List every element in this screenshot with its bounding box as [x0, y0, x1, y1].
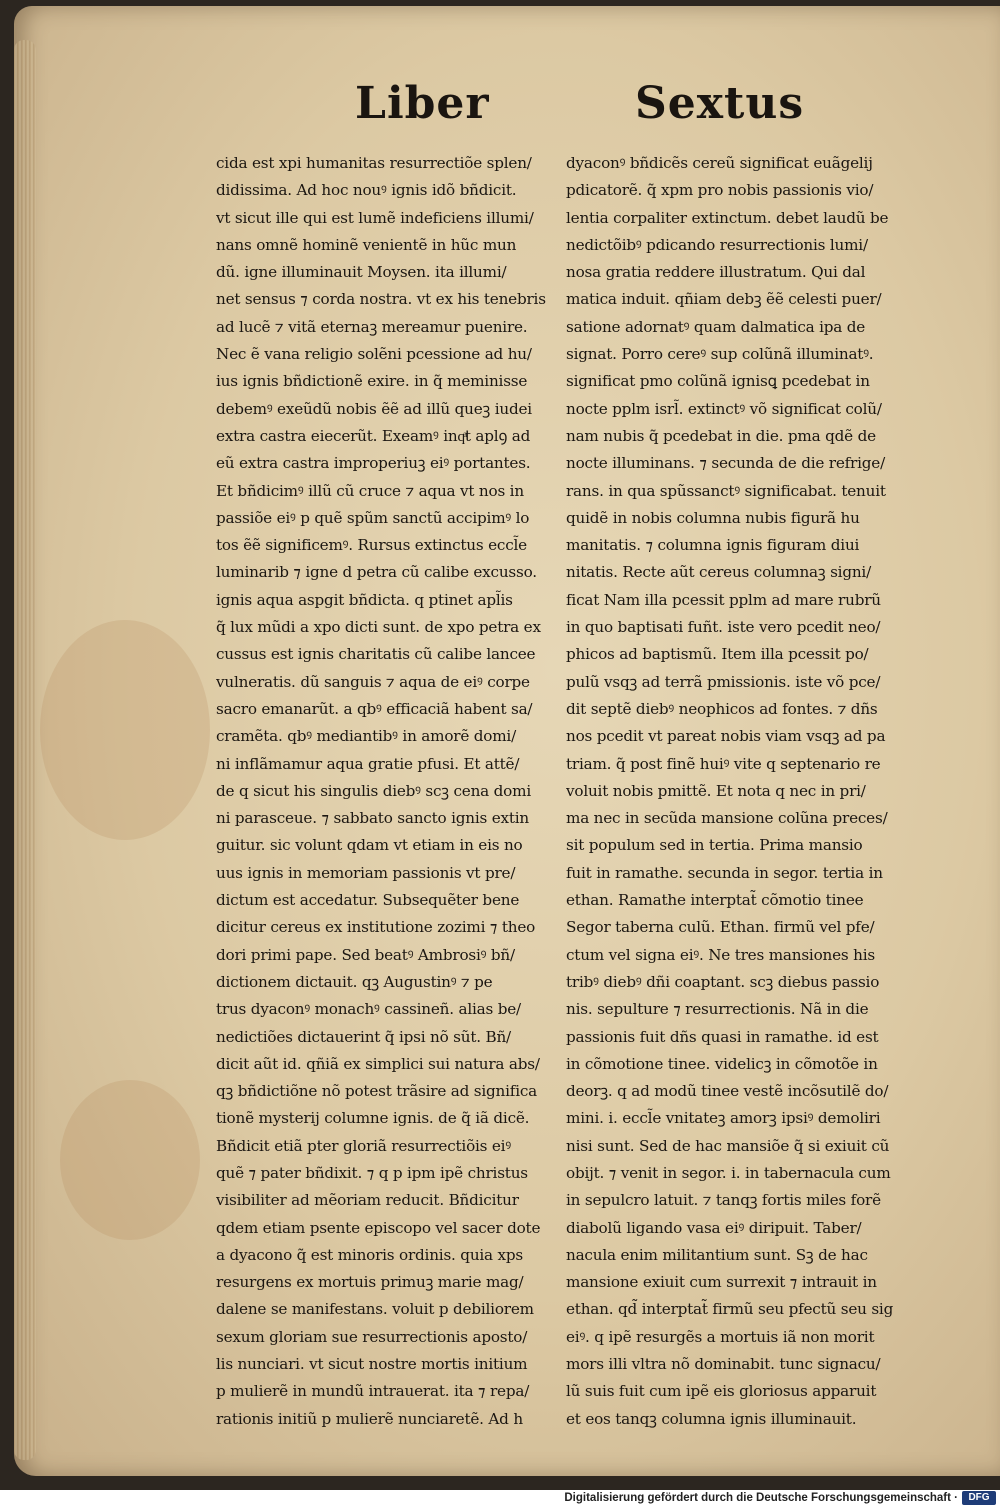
text-line: significat pmo colũnã ignisꝗ pcedebat in [566, 372, 870, 391]
text-line: lis nunciari. vt sicut nostre mortis initium [216, 1355, 528, 1374]
text-line: cussus est ignis charitatis cũ calibe lancee [216, 645, 536, 664]
text-line: ctum vel signa eiꝰ. Ne tres mansiones his [566, 945, 875, 964]
text-line: deorꝫ. q ad modũ tinee vestẽ incõsutilẽ do/ [566, 1082, 889, 1101]
text-line: dictionem dictauit. qꝫ Augustinꝰ ⁊ pe [216, 972, 493, 991]
text-line: nedictõibꝰ pdicando resurrectionis lumi/ [566, 235, 868, 254]
text-line: nisi sunt. Sed de hac mansiõe q̃ si exiuit cũ [566, 1136, 890, 1155]
text-line: Et bñdicimꝰ illũ cũ cruce ⁊ aqua vt nos in [216, 481, 524, 500]
text-line: dyaconꝰ bñdicẽs cereũ significat euãgelij [566, 154, 873, 172]
text-line: nedictiões dictauerint q̃ ipsi nõ sũt. Bñ/ [216, 1027, 511, 1046]
text-line: resurgens ex mortuis primuꝫ marie mag/ [216, 1273, 524, 1292]
text-line: ethan. Ramathe interptat̃ cõmotio tinee [566, 891, 864, 910]
text-line: qꝫ bñdictiõne nõ potest trãsire ad significa [216, 1082, 538, 1101]
text-line: dũ. igne illuminauit Moysen. ita illumi/ [216, 263, 507, 282]
text-line: p mulierẽ in mundũ intrauerat. ita ⁊ repa/ [216, 1382, 530, 1401]
text-line: a dyacono q̃ est minoris ordinis. quia xps [216, 1245, 524, 1264]
text-line: tionẽ mysterij columne ignis. de q̃ iã dicẽ. [216, 1109, 530, 1128]
text-line: qdem etiam psente episcopo vel sacer dote [216, 1218, 541, 1237]
text-line: ma nec in secũda mansione colũna preces/ [566, 809, 888, 828]
text-line: tribꝰ diebꝰ dñi coaptant. scꝫ diebus passio [566, 972, 880, 991]
text-line: fuit in ramathe. secunda in segor. tertia in [566, 863, 883, 882]
text-line: mors illi vltra nõ dominabit. tunc signacu/ [566, 1355, 881, 1374]
text-line: voluit nobis pmittẽ. Et nota q nec in pri/ [566, 781, 866, 800]
text-line: dit septẽ diebꝰ neophicos ad fontes. ⁊ dñs [566, 699, 878, 718]
text-line: lũ suis fuit cum ipẽ eis gloriosus apparuit [566, 1382, 877, 1401]
text-line: ficat Nam illa pcessit pplm ad mare rubrũ [566, 590, 881, 609]
text-line: dori primi pape. Sed beatꝰ Ambrosiꝰ bñ/ [216, 945, 515, 964]
text-line: ignis aqua aspgit bñdicta. q ptinet apl̃is [216, 590, 513, 609]
dfg-logo: DFG [962, 1491, 996, 1505]
text-line: eiꝰ. q ipẽ resurgẽs a mortuis iã non morit [566, 1327, 875, 1346]
text-line: guitur. sic volunt qdam vt etiam in eis no [216, 836, 523, 855]
text-line: ethan. qd̃ interptat̃ firmũ seu pfectũ seu sig [566, 1300, 894, 1319]
footer-bar [0, 1490, 1000, 1506]
text-line: nans omnẽ hominẽ venientẽ in hũc mun [216, 235, 517, 254]
paper-stain [40, 620, 210, 840]
running-head-right: Sextus [635, 78, 805, 129]
text-line: Bñdicit etiã pter gloriã resurrectiõis eiꝰ [216, 1136, 511, 1155]
text-line: cramẽta. qbꝰ mediantibꝰ in amorẽ domi/ [216, 727, 516, 746]
text-line: et eos tanqꝫ columna ignis illuminauit. [566, 1409, 857, 1428]
text-line: vt sicut ille qui est lumẽ indeficiens illumi/ [216, 208, 534, 227]
text-line: phicos ad baptismũ. Item illa pcessit po/ [566, 645, 869, 664]
text-line: eũ extra castra improperiuꝫ eiꝰ portantes. [216, 454, 531, 473]
text-line: triam. q̃ post finẽ huiꝰ vite q septenario re [566, 754, 881, 773]
text-line: quẽ ⁊ pater bñdixit. ⁊ q p ipm ipẽ christus [216, 1163, 528, 1182]
text-line: debemꝰ exeũdũ nobis ẽẽ ad illũ queꝫ iudei [216, 399, 532, 418]
text-line: dictum est accedatur. Subsequẽter bene [216, 891, 520, 910]
text-line: in quo baptisati fuñt. iste vero pcedit neo/ [566, 618, 881, 637]
text-line: lentia corpaliter extinctum. debet laudũ be [566, 208, 889, 227]
text-line: matica induit. qñiam debꝫ ẽẽ celesti puer/ [566, 290, 882, 309]
text-line: extra castra eiecerũt. Exeamꝰ inqͣt aplꝯ ad [216, 426, 531, 445]
text-line: tos ẽẽ significemꝰ. Rursus extinctus eccl̃e [216, 536, 527, 555]
text-line: nitatis. Recte aũt cereus columnaꝫ signi/ [566, 563, 872, 582]
text-line: quidẽ in nobis columna nubis figurã hu [566, 508, 860, 527]
text-line: signat. Porro cereꝰ sup colũnã illuminatꝰ. [566, 345, 874, 364]
text-line: sit populum sed in tertia. Prima mansio [566, 836, 863, 855]
text-line: q̃ lux mũdi a xpo dicti sunt. de xpo petra ex [216, 618, 541, 637]
text-line: passionis fuit dñs quasi in ramathe. id est [566, 1027, 879, 1046]
text-line: ius ignis bñdictionẽ exire. in q̃ meminisse [216, 372, 528, 391]
text-line: didissima. Ad hoc nouꝰ ignis idõ bñdicit. [216, 181, 517, 200]
text-line: nocte illuminans. ⁊ secunda de die refrige/ [566, 454, 886, 473]
text-line: passiõe eiꝰ p quẽ spũm sanctũ accipimꝰ lo [216, 508, 530, 527]
text-line: satione adornatꝰ quam dalmatica ipa de [566, 317, 866, 336]
text-line: nis. sepulture ⁊ resurrectionis. Nã in die [566, 1000, 869, 1019]
text-line: ad lucẽ ⁊ vitã eternaꝫ mereamur puenire. [216, 317, 528, 336]
text-line: dalene se manifestans. voluit p debiliorem [216, 1300, 534, 1319]
text-line: sexum gloriam sue resurrectionis aposto/ [216, 1327, 528, 1346]
text-line: Nec ẽ vana religio solẽni pcessione ad hu/ [216, 345, 532, 364]
text-line: rationis initiũ p mulierẽ nunciaretẽ. Ad h [216, 1409, 523, 1428]
text-line: ni inflãmamur aqua gratie pfusi. Et attẽ/ [216, 754, 520, 773]
text-line: nocte pplm isrl̃. extinctꝰ võ significat colũ/ [566, 399, 882, 418]
text-line: pdicatorẽ. q̃ xpm pro nobis passionis vio/ [566, 181, 874, 200]
text-line: trus dyaconꝰ monachꝰ cassineñ. alias be/ [216, 1000, 521, 1019]
digitization-credit: Digitalisierung gefördert durch die Deutsche Forschungsgemeinschaft · [564, 1492, 958, 1504]
text-line: sacro emanarũt. a qbꝰ efficaciã habent sa/ [216, 699, 533, 718]
text-line: vulneratis. dũ sanguis ⁊ aqua de eiꝰ corpe [216, 672, 530, 691]
right-text-column [566, 150, 916, 1433]
text-line: mansione exiuit cum surrexit ⁊ intrauit in [566, 1273, 877, 1292]
text-line: nos pcedit vt pareat nobis viam vsqꝫ ad pa [566, 727, 886, 746]
left-text-column [216, 150, 556, 1433]
text-line: nacula enim militantium sunt. Sꝫ de hac [566, 1245, 868, 1264]
text-line: nam nubis q̃ pcedebat in die. pma qdẽ de [566, 426, 876, 445]
text-line: in cõmotione tinee. videlicꝫ in cõmotõe in [566, 1054, 878, 1073]
text-line: cida est xpi humanitas resurrectiõe splen/ [216, 154, 532, 172]
text-line: luminarib ⁊ igne d petra cũ calibe excusso. [216, 563, 537, 582]
text-line: Segor taberna culũ. Ethan. firmũ vel pfe/ [566, 918, 875, 937]
text-line: nosa gratia reddere illustratum. Qui dal [566, 263, 866, 282]
text-line: ni parasceue. ⁊ sabbato sancto ignis extin [216, 809, 530, 828]
text-line: dicitur cereus ex institutione zozimi ⁊ theo [216, 918, 536, 937]
text-line: mini. i. eccl̃e vnitateꝫ amorꝫ ipsiꝰ demoliri [566, 1109, 881, 1128]
text-line: de q sicut his singulis diebꝰ scꝫ cena domi [216, 781, 531, 800]
page-edges [14, 40, 36, 1460]
text-line: visibiliter ad mẽoriam reducit. Bñdicitur [216, 1191, 519, 1210]
text-line: obijt. ⁊ venit in segor. i. in tabernacula cum [566, 1163, 891, 1182]
text-line: diabolũ ligando vasa eiꝰ diripuit. Taber/ [566, 1218, 862, 1237]
running-head-left: Liber [355, 78, 490, 129]
text-line: manitatis. ⁊ columna ignis figuram diui [566, 536, 860, 555]
text-line: rans. in qua spũssanctꝰ significabat. tenuit [566, 481, 886, 500]
text-line: pulũ vsqꝫ ad terrã pmissionis. iste võ pce/ [566, 672, 881, 691]
paper-stain [60, 1080, 200, 1240]
text-line: dicit aũt id. qñiã ex simplici sui natura abs/ [216, 1054, 540, 1073]
text-line: net sensus ⁊ corda nostra. vt ex his tenebris [216, 290, 546, 309]
text-line: uus ignis in memoriam passionis vt pre/ [216, 863, 516, 882]
text-line: in sepulcro latuit. ⁊ tanqꝫ fortis miles forẽ [566, 1191, 881, 1210]
